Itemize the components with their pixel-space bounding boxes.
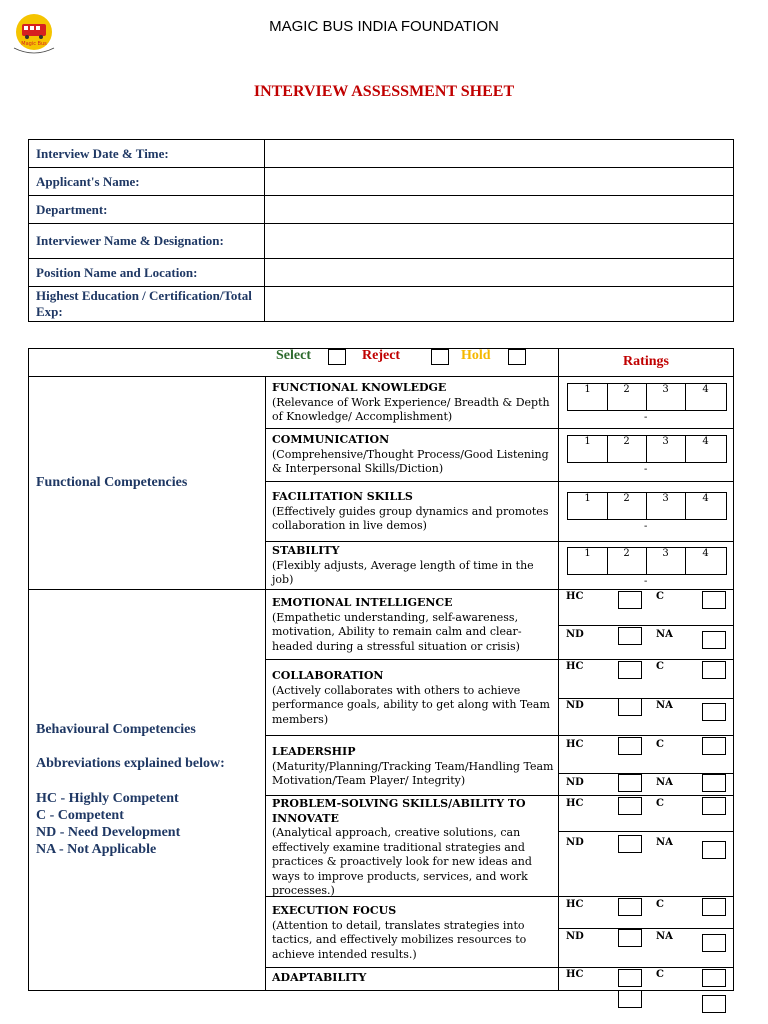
competency-title: ADAPTABILITY (272, 971, 367, 984)
competency-collaboration (272, 669, 554, 727)
nd-label: ND (566, 700, 584, 711)
na-checkbox[interactable] (702, 703, 726, 721)
competency-description: (Attention to detail, translates strategies into tactics, and effectively mobilizes resources to achieve intended results.) (272, 918, 527, 961)
info-label: Position Name and Location: (29, 259, 265, 287)
competency-communication (272, 433, 554, 477)
na-checkbox[interactable] (702, 774, 726, 792)
select-label: Select (276, 348, 311, 363)
education-field[interactable] (265, 287, 734, 322)
nd-label: ND (566, 777, 584, 788)
nd-label: ND (566, 629, 584, 640)
c-label: C (656, 739, 664, 750)
hc-label: HC (566, 739, 584, 750)
competency-problem-solving (272, 797, 554, 899)
competency-description: (Maturity/Planning/Tracking Team/Handling Team Motivation/Team Player/ Integrity) (272, 759, 554, 787)
rating-scale[interactable] (567, 492, 727, 520)
hc-checkbox[interactable] (618, 661, 642, 679)
nd-checkbox[interactable] (618, 835, 642, 853)
position-field[interactable] (265, 259, 734, 287)
c-checkbox[interactable] (702, 797, 726, 815)
na-checkbox[interactable] (702, 841, 726, 859)
abbreviation-hc: HC - Highly Competent (36, 791, 179, 806)
c-checkbox[interactable] (702, 661, 726, 679)
rating-option[interactable]: 4 (702, 493, 709, 504)
nd-checkbox[interactable] (618, 990, 642, 1008)
nd-label: ND (566, 931, 584, 942)
c-label: C (656, 591, 664, 602)
hc-label: HC (566, 591, 584, 602)
rating-dash: - (644, 521, 648, 532)
hc-checkbox[interactable] (618, 797, 642, 815)
rating-option[interactable]: 4 (702, 548, 709, 559)
competency-title: FUNCTIONAL KNOWLEDGE (272, 381, 447, 394)
c-checkbox[interactable] (702, 898, 726, 916)
competency-adaptability (272, 971, 554, 986)
info-label: Interview Date & Time: (29, 140, 265, 168)
hold-label: Hold (461, 348, 491, 363)
info-label: Department: (29, 196, 265, 224)
behavioural-category: Behavioural Competencies (36, 722, 196, 737)
rating-option[interactable]: 4 (702, 436, 709, 447)
na-checkbox[interactable] (702, 995, 726, 1013)
rating-option[interactable]: 3 (646, 384, 686, 410)
rating-option[interactable]: 3 (646, 493, 686, 519)
rating-option[interactable]: 3 (646, 548, 686, 574)
na-checkbox[interactable] (702, 631, 726, 649)
nd-checkbox[interactable] (618, 929, 642, 947)
na-label: NA (656, 700, 673, 711)
rating-option[interactable]: 2 (607, 436, 647, 462)
competency-title: FACILITATION SKILLS (272, 490, 413, 503)
na-label: NA (656, 629, 673, 640)
abbreviation-c: C - Competent (36, 808, 124, 823)
abbreviation-na: NA - Not Applicable (36, 842, 157, 857)
c-checkbox[interactable] (702, 737, 726, 755)
competency-facilitation (272, 490, 554, 534)
na-checkbox[interactable] (702, 934, 726, 952)
competency-title: PROBLEM-SOLVING SKILLS/ABILITY TO INNOVATE (272, 797, 526, 825)
hold-checkbox[interactable] (508, 349, 526, 365)
rating-option[interactable]: 2 (607, 548, 647, 574)
rating-dash: - (644, 412, 648, 423)
organization-name: MAGIC BUS INDIA FOUNDATION (269, 18, 499, 35)
rating-option[interactable]: 4 (702, 384, 709, 395)
rating-dash: - (644, 576, 648, 587)
ratings-header: Ratings (623, 354, 669, 369)
abbreviations-heading: Abbreviations explained below: (36, 756, 225, 771)
rating-dash: - (644, 464, 648, 475)
abbreviation-nd: ND - Need Development (36, 825, 181, 840)
competency-description: (Analytical approach, creative solutions, can effectively examine traditional strategies and practices & proactively look for new ideas and ways to improve products, services, and work processes.) (272, 826, 532, 897)
competency-title: EXECUTION FOCUS (272, 904, 397, 917)
c-checkbox[interactable] (702, 591, 726, 609)
hc-label: HC (566, 798, 584, 809)
interview-date-field[interactable] (265, 140, 734, 168)
c-label: C (656, 661, 664, 672)
assessment-table (28, 348, 734, 990)
rating-option[interactable]: 2 (607, 384, 647, 410)
na-label: NA (656, 777, 673, 788)
hc-checkbox[interactable] (618, 737, 642, 755)
nd-checkbox[interactable] (618, 698, 642, 716)
competency-title: EMOTIONAL INTELLIGENCE (272, 596, 453, 609)
nd-label: ND (566, 837, 584, 848)
competency-title: LEADERSHIP (272, 745, 356, 758)
rating-scale[interactable] (567, 435, 727, 463)
c-label: C (656, 899, 664, 910)
reject-label: Reject (362, 348, 401, 363)
hc-checkbox[interactable] (618, 591, 642, 609)
competency-functional-knowledge (272, 381, 554, 425)
hc-checkbox[interactable] (618, 898, 642, 916)
info-label: Highest Education / Certification/Total Exp: (29, 287, 265, 322)
nd-checkbox[interactable] (618, 627, 642, 645)
rating-option[interactable]: 1 (568, 493, 608, 519)
hc-label: HC (566, 661, 584, 672)
na-label: NA (656, 931, 673, 942)
rating-option[interactable]: 3 (646, 436, 686, 462)
hc-checkbox[interactable] (618, 969, 642, 987)
rating-option[interactable]: 1 (568, 436, 608, 462)
rating-option[interactable]: 2 (607, 493, 647, 519)
reject-checkbox[interactable] (431, 349, 449, 365)
hc-label: HC (566, 899, 584, 910)
sheet-title: INTERVIEW ASSESSMENT SHEET (253, 83, 515, 100)
competency-emotional-intelligence (272, 596, 554, 654)
functional-category: Functional Competencies (36, 475, 188, 490)
competency-description: (Comprehensive/Thought Process/Good Listening & Interpersonal Skills/Diction) (272, 447, 549, 475)
competency-description: (Actively collaborates with others to achieve performance goals, ability to get along with Team members) (272, 683, 550, 726)
nd-checkbox[interactable] (618, 774, 642, 792)
competency-execution-focus (272, 904, 554, 962)
rating-option[interactable]: 1 (568, 384, 608, 410)
competency-description: (Empathetic understanding, self-awareness, motivation, Ability to remain calm and clear-headed during a stressful situation or crisis) (272, 610, 522, 653)
interviewer-field[interactable] (265, 224, 734, 259)
department-field[interactable] (265, 196, 734, 224)
info-label: Interviewer Name & Designation: (29, 224, 265, 259)
applicant-name-field[interactable] (265, 168, 734, 196)
c-label: C (656, 798, 664, 809)
na-label: NA (656, 837, 673, 848)
info-label: Applicant's Name: (29, 168, 265, 196)
select-checkbox[interactable] (328, 349, 346, 365)
competency-stability (272, 544, 554, 588)
competency-description: (Relevance of Work Experience/ Breadth & Depth of Knowledge/ Accomplishment) (272, 395, 550, 423)
c-checkbox[interactable] (702, 969, 726, 987)
competency-leadership (272, 745, 554, 789)
competency-description: (Flexibly adjusts, Average length of time in the job) (272, 558, 534, 586)
c-label: C (656, 969, 664, 980)
competency-description: (Effectively guides group dynamics and promotes collaboration in live demos) (272, 504, 549, 532)
applicant-info-table (28, 139, 734, 322)
rating-scale[interactable] (567, 547, 727, 575)
competency-title: COLLABORATION (272, 669, 384, 682)
rating-scale[interactable] (567, 383, 727, 411)
competency-title: COMMUNICATION (272, 433, 390, 446)
logo-text: Magic Bus (21, 41, 47, 47)
competency-title: STABILITY (272, 544, 340, 557)
hc-label: HC (566, 969, 584, 980)
rating-option[interactable]: 1 (568, 548, 608, 574)
